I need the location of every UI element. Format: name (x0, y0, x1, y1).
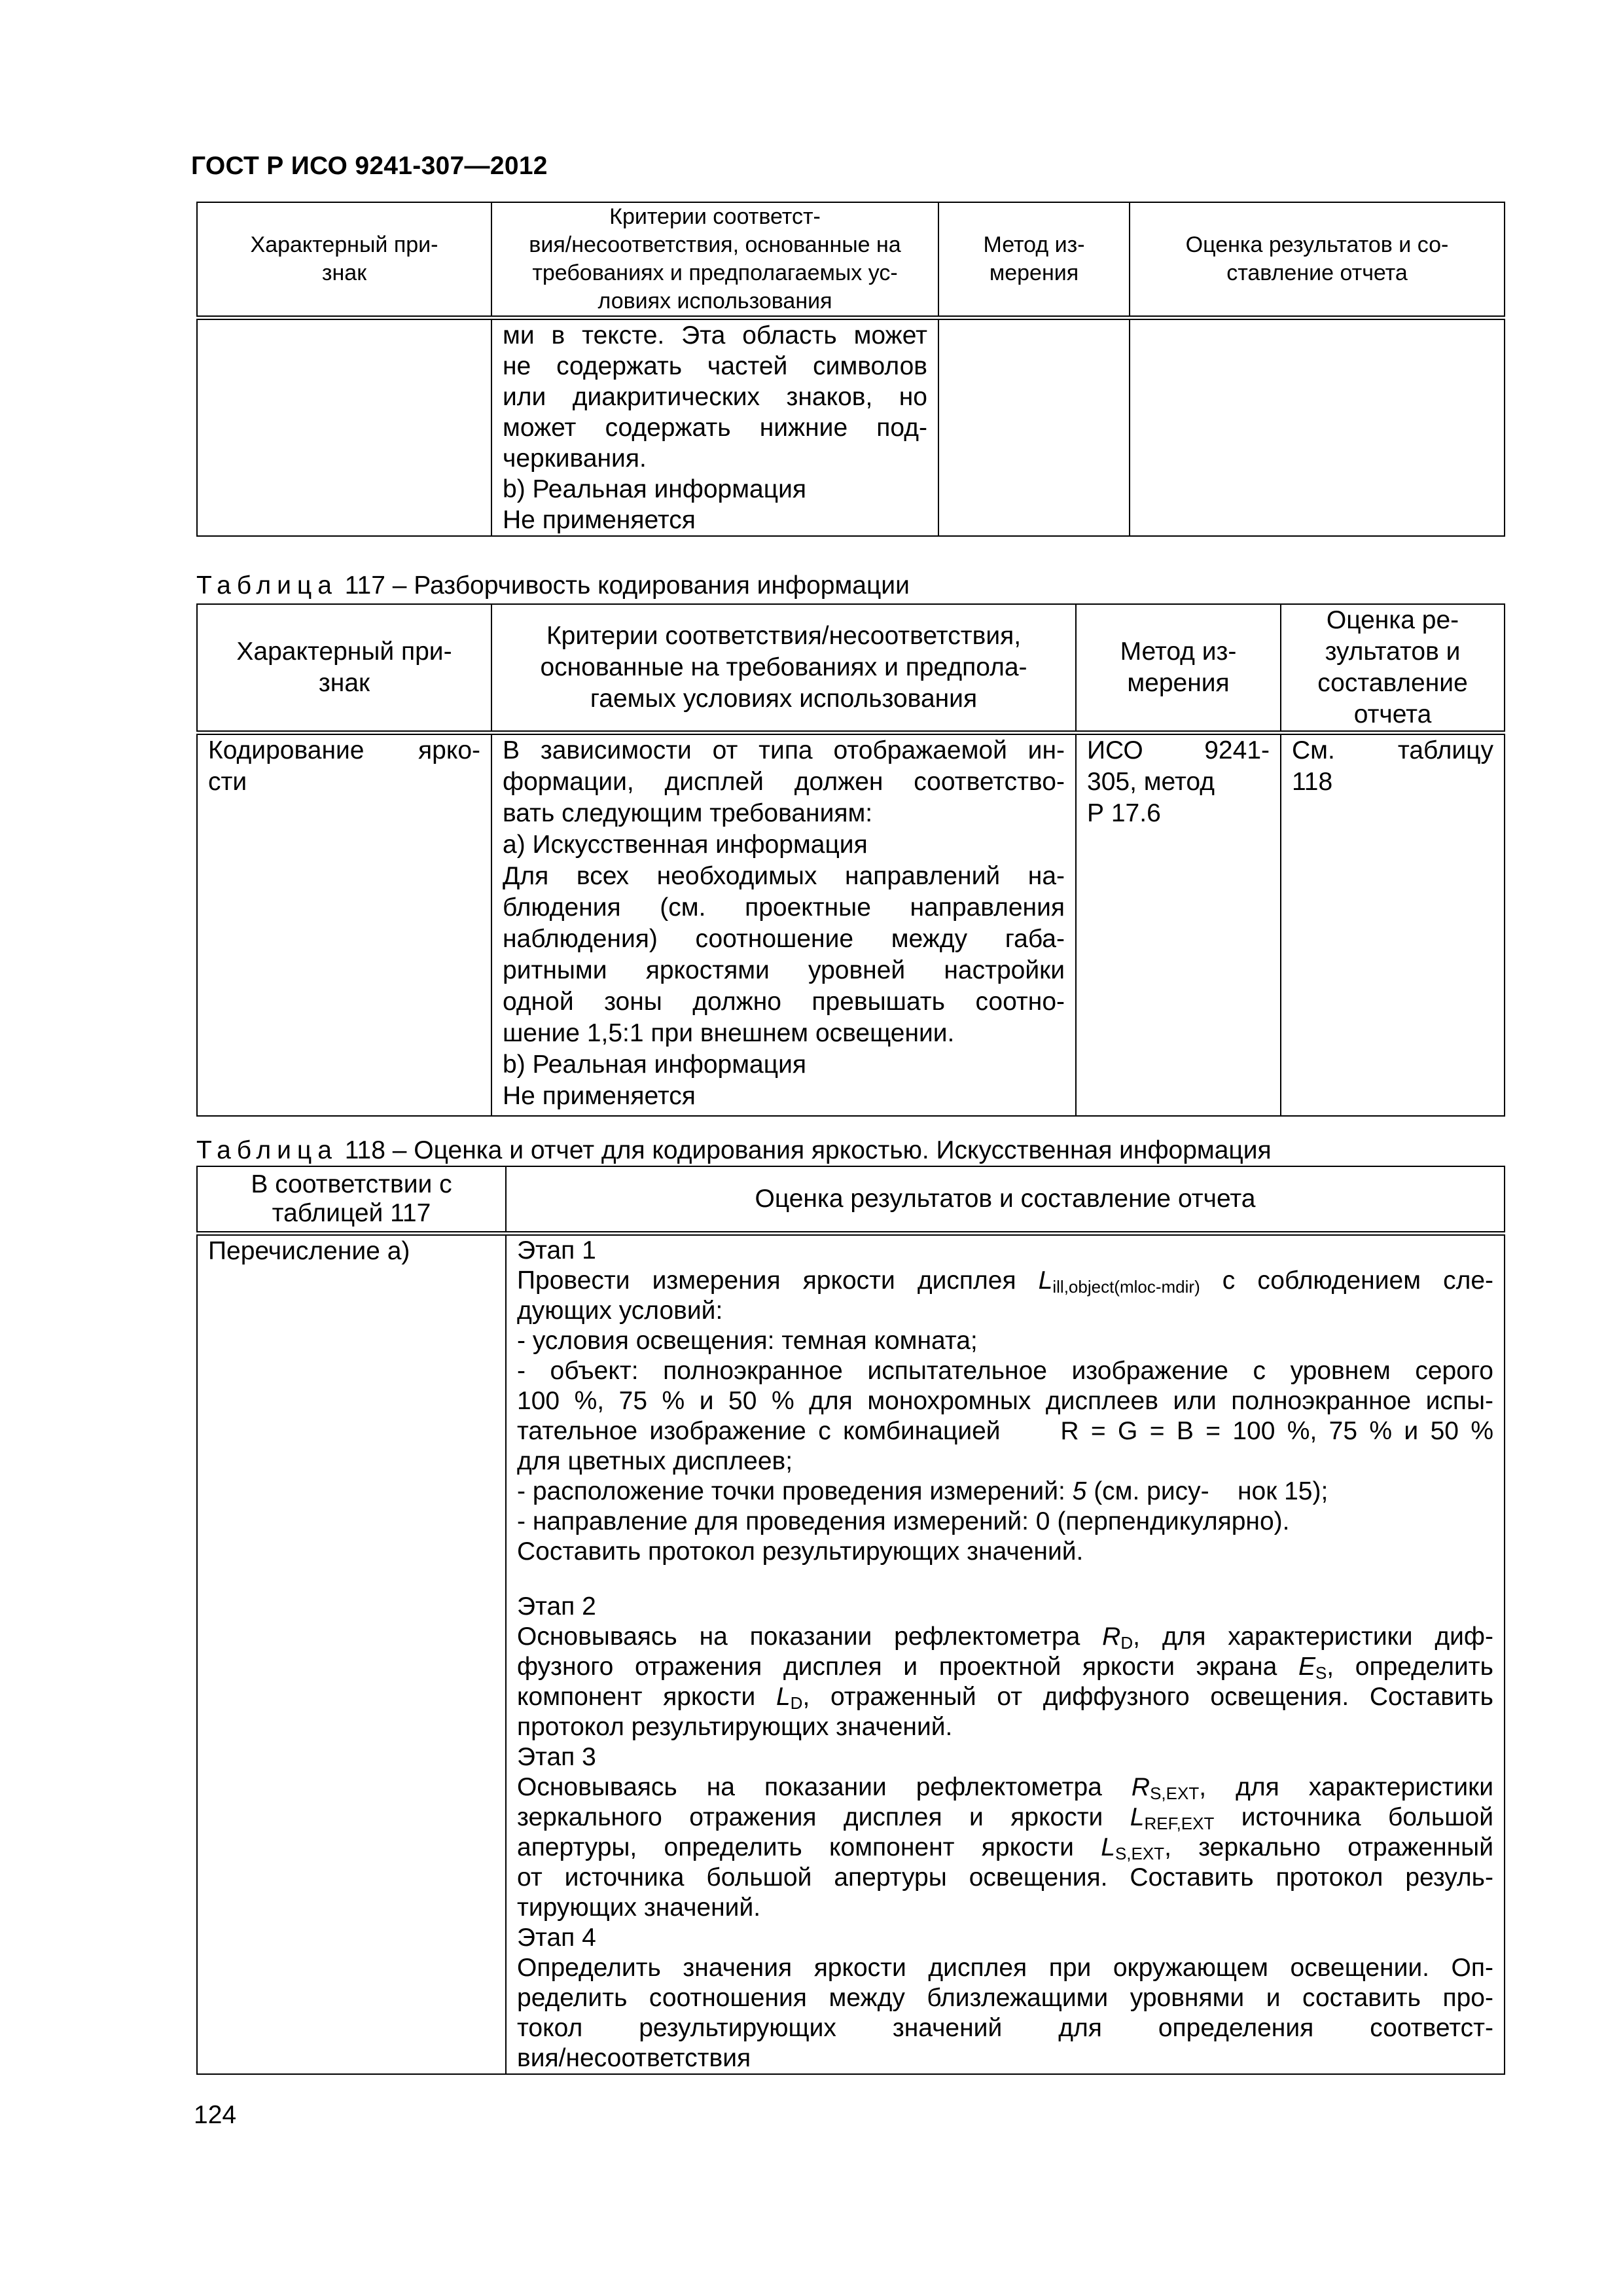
header-feature: Характерный при- знак (197, 604, 491, 733)
header-evaluation: Оценка результатов и составление отчета (506, 1166, 1505, 1233)
header-criteria: Критерии соответст- вия/несоответствия, основанные на требованиях и предполагаемых ус- ловиях использования (491, 202, 938, 318)
header-method: Метод из- мерения (938, 202, 1130, 318)
stage-4-title: Этап 4 (517, 1923, 596, 1952)
table-row (197, 1233, 1505, 2074)
header-evaluation: Оценка ре- зультатов и составление отчета (1281, 604, 1505, 733)
stage-1-text: Провести измерения яркости дисплея $L_{ill,object(mloc-mdir)}$ с соблюдением сле- (517, 1266, 1494, 1297)
cell-criteria: ми в тексте. Эта область может не содержать частей символов или диакритических знаков, но может содержать нижние под- черкивания. b) Реальная информация Не применяется (491, 318, 938, 537)
table-header-row (197, 604, 1505, 733)
stage-2-title: Этап 2 (517, 1592, 596, 1621)
stage-1-title: Этап 1 (517, 1236, 596, 1265)
table-118 (196, 1166, 1505, 2075)
cell-feature (197, 318, 491, 537)
table-118-caption: Таблица 118 – Оценка и отчет для кодирования яркостью. Искусственная информация (196, 1136, 1272, 1164)
header-feature: Характерный при- знак (197, 202, 491, 318)
table-117 (196, 603, 1505, 1117)
table-117-caption: Таблица 117 – Разборчивость кодирования информации (196, 571, 910, 600)
table-row (197, 318, 1505, 537)
header-evaluation: Оценка результатов и со- ставление отчета (1130, 202, 1505, 318)
table-row (197, 733, 1505, 1116)
header-criteria: Критерии соответствия/несоответствия, основанные на требованиях и предпола- гаемых условиях использования (491, 604, 1076, 733)
cell-criteria: В зависимости от типа отображаемой ин- формации, дисплей должен соответство- вать следующим требованиям: a) Искусственная информация Для всех необходимых направлений на- блюдения (см. проектные направления наблюдения) соотношение между габа- ритными яркостями уровней настройки одной зоны должно превышать соотно- шение 1,5:1 при внешнем освещении. b) Реальная информация Не применяется (491, 733, 1076, 1116)
header-correspondence: В соответствии с таблицей 117 (197, 1166, 506, 1233)
header-method: Метод из- мерения (1076, 604, 1281, 733)
stage-3-title: Этап 3 (517, 1742, 596, 1771)
cell-method (938, 318, 1130, 537)
table-header-row (197, 202, 1505, 318)
cell-evaluation (1130, 318, 1505, 537)
cell-feature: Кодирование ярко- сти (197, 733, 491, 1116)
document-header: ГОСТ Р ИСО 9241-307—2012 (191, 152, 548, 180)
cell-method: ИСО 9241- 305, метод Р 17.6 (1076, 733, 1281, 1116)
cell-enumeration: Перечисление а) (197, 1233, 506, 2074)
table-header-row (197, 1166, 1505, 1233)
page-number: 124 (194, 2101, 237, 2129)
table-continued (196, 202, 1505, 537)
cell-evaluation-steps: Этап 1 Провести измерения яркости дисплея $L_{ill,object(mloc-mdir)}$ с соблюдением сле- дующих условий: - условия освещения: темная комната; - объект: полноэкранное испытательное изображение с уровнем серого 100 %, 75 % и 50 % для монохромных дисплеев или полноэкранное испы- тательное изображение с комбинацией R = G = B = 100 %, 75 % и 50 % для цветных дисплеев; - расположение точки проведения измерений: 5 (см. рису- нок 15); - направление для проведения измерений: 0 (перпендикулярно). Составить протокол результирующих значений. Этап 2 Основываясь на показании рефлектометра $R_D$, для характеристики диф- фузного отражения дисплея и проектной яркости экрана $E_S$, определить компонент яркости $L_D$, отраженный от диффузного освещения. Составить протокол результирующих значений. Этап 3 Основываясь на показании рефлектометра $R_{S,EXT}$, для характеристики зеркального отражения дисплея и яркости $L_{REF,EXT}$ источника большой апертуры, определить компонент яркости $L_{S,EXT}$, зеркально отраженный от источника большой апертуры освещения. Составить протокол резуль- тирующих значений. Этап 4 Определить значения яркости дисплея при окружающем освещении. Оп- ределить соотношения между близлежащими уровнями и составить про- токол результирующих значений для определения соответст- вия/несоответствия (506, 1233, 1505, 2074)
cell-evaluation: См. таблицу 118 (1281, 733, 1505, 1116)
